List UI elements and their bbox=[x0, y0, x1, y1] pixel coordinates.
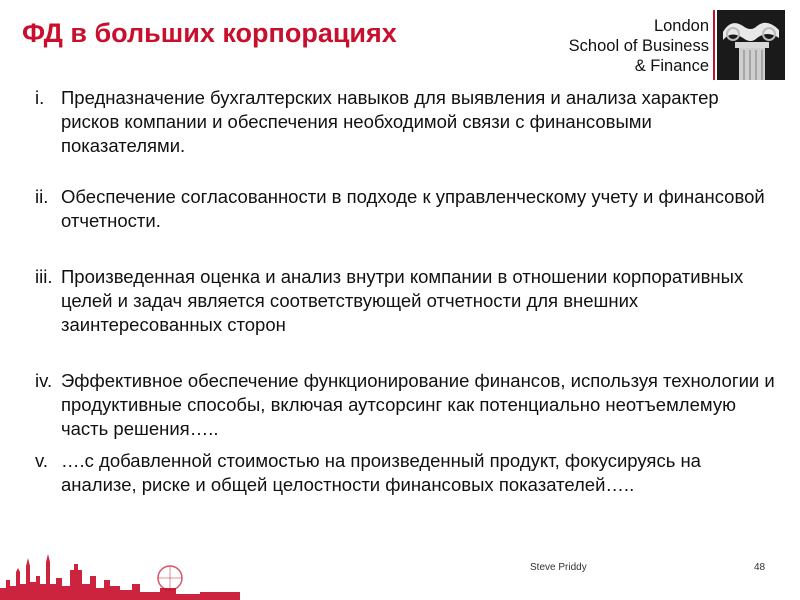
list-item-text: Обеспечение согласованности в подходе к управленческому учету и финансовой отчетности. bbox=[61, 186, 765, 231]
lsbf-logo bbox=[563, 10, 785, 80]
list-item-number: ii. bbox=[35, 186, 49, 207]
list-item-text: Эффективное обеспечение функционирование финансов, используя технологии и продуктивные способы, включая аутсорсинг как потенциально неотъемлемую часть решения….. bbox=[61, 370, 775, 439]
list-item-text: ….с добавленной стоимостью на произведенный продукт, фокусируясь на анализе, риске и общей целостности финансовых показателей….. bbox=[61, 450, 701, 495]
column-capital-icon bbox=[717, 10, 785, 80]
list-item-number: i. bbox=[35, 87, 45, 108]
numbered-list bbox=[35, 86, 775, 497]
list-item-number: iv. bbox=[35, 370, 53, 391]
page-number: 48 bbox=[754, 562, 766, 573]
slide-title: ФД в больших корпорациях bbox=[22, 18, 397, 48]
list-item bbox=[35, 369, 775, 441]
logo-text bbox=[563, 16, 709, 76]
london-skyline-icon bbox=[0, 528, 240, 600]
list-item-text: Произведенная оценка и анализ внутри компании в отношении корпоративных целей и задач является соответствующей отчетности для внешних заинтересованных сторон bbox=[61, 266, 744, 335]
logo-line-3: & Finance bbox=[634, 57, 709, 75]
list-item bbox=[35, 449, 775, 497]
list-item bbox=[35, 86, 775, 158]
logo-divider bbox=[713, 10, 715, 80]
list-item bbox=[35, 265, 775, 337]
logo-line-2: School of Business bbox=[568, 37, 709, 55]
list-item-number: v. bbox=[35, 450, 49, 471]
footer-author: Steve Priddy bbox=[530, 562, 587, 573]
list-item bbox=[35, 185, 775, 233]
list-item-text: Предназначение бухгалтерских навыков для выявления и анализа характер рисков компании и обеспечения необходимой связи с финансовыми показателями. bbox=[61, 87, 719, 156]
list-item-number: iii. bbox=[35, 266, 53, 287]
logo-line-1: London bbox=[653, 17, 709, 35]
